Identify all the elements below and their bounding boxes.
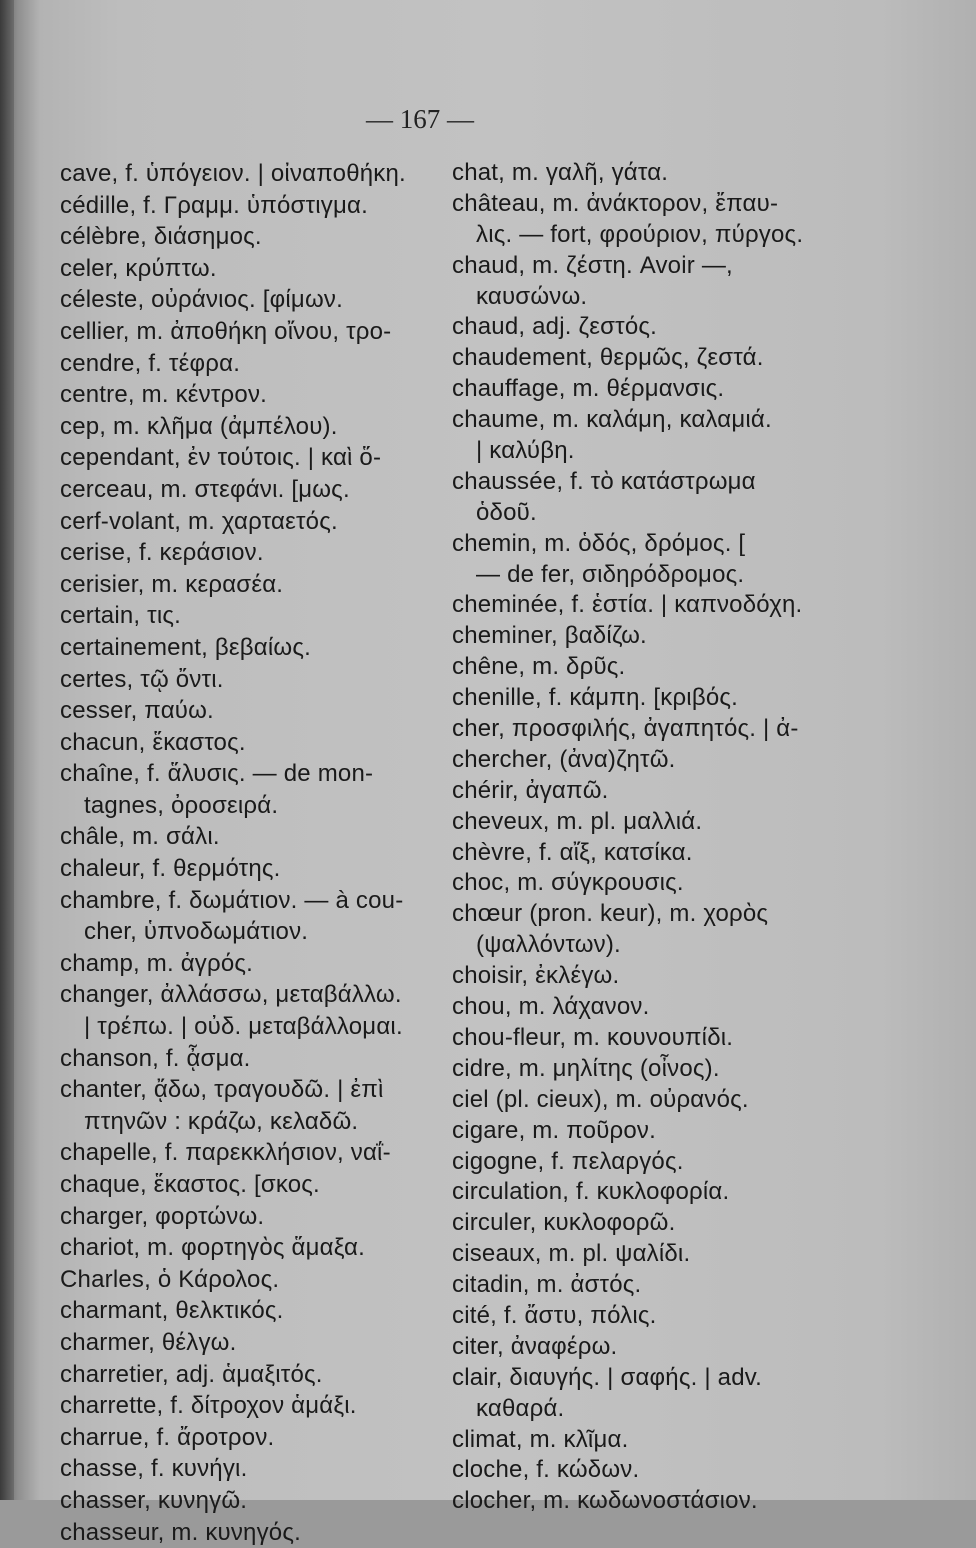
dictionary-entry: chaussée, f. τὸ κατάστρωμα: [452, 467, 756, 495]
dictionary-entry: chercher, (ἀνα)ζητῶ.: [452, 745, 676, 773]
dictionary-entry: chou, m. λάχανον.: [452, 993, 650, 1021]
dictionary-entry: chaque, ἕκαστος. [σκος.: [60, 1171, 320, 1198]
dictionary-entry: chêne, m. δρῦς.: [452, 653, 626, 681]
dictionary-entry: cependant, ἐν τούτοις. | καὶ ὅ-: [60, 444, 382, 472]
dictionary-entry: λις. — fort, φρούριον, πύργος.: [476, 220, 804, 248]
dictionary-entry: cerf-volant, m. χαρταετός.: [60, 507, 338, 535]
dictionary-entry: choc, m. σύγκρουσις.: [452, 869, 684, 897]
dictionary-entry: cellier, m. ἀποθήκη οἴνου, τρο-: [60, 317, 392, 345]
dictionary-entry: célèbre, διάσημος.: [60, 223, 262, 251]
dictionary-entry: chariot, m. φορτηγὸς ἅμαξα.: [60, 1234, 365, 1262]
dictionary-entry: cheveux, m. pl. μαλλιά.: [452, 807, 703, 835]
dictionary-entry: cerise, f. κεράσιον.: [60, 539, 264, 567]
dictionary-entry: (ψαλλόντων).: [476, 931, 621, 959]
dictionary-entry: ciseaux, m. pl. ψαλίδι.: [452, 1240, 691, 1268]
dictionary-entry: chauffage, m. θέρμανσις.: [452, 375, 725, 403]
dictionary-entry: cher, προσφιλής, ἀγαπητός. | ἀ-: [452, 715, 799, 743]
dictionary-entry: chœur (pron. keur), m. χορὸς: [452, 900, 769, 928]
dictionary-entry: certain, τις.: [60, 602, 182, 630]
dictionary-entry: cédille, f. Γραμμ. ὑπόστιγμα.: [60, 191, 368, 219]
dictionary-entry: πτηνῶν : κράζω, κελαδῶ.: [84, 1107, 359, 1135]
dictionary-entry: chacun, ἕκαστος.: [60, 728, 246, 756]
dictionary-entry: chaîne, f. ἅλυσις. — de mon-: [60, 760, 374, 788]
dictionary-entry: Charles, ὁ Κάρολος.: [60, 1265, 280, 1293]
dictionary-entry: circuler, κυκλοφορῶ.: [452, 1209, 676, 1237]
dictionary-entry: καυσώνω.: [476, 282, 588, 310]
dictionary-entry: chasser, κυνηγῶ.: [60, 1486, 248, 1514]
dictionary-entry: cigare, m. ποῦρον.: [452, 1116, 656, 1144]
dictionary-entry: chèvre, f. αἴξ, κατσίκα.: [452, 838, 693, 866]
dictionary-entry: clair, διαυγής. | σαφής. | adv.: [452, 1363, 763, 1391]
dictionary-entry: centre, m. κέντρον.: [60, 381, 268, 409]
dictionary-entry: chanson, f. ᾆσμα.: [60, 1044, 251, 1072]
dictionary-entry: chenille, f. κάμπη. [κριβός.: [452, 684, 739, 712]
dictionary-entry: celer, κρύπτω.: [60, 254, 217, 282]
dictionary-entry: chaudement, θερμῶς, ζεστά.: [452, 344, 764, 372]
dictionary-entry: charretier, adj. ἁμαξιτός.: [60, 1360, 323, 1388]
dictionary-entry: citadin, m. ἀστός.: [452, 1271, 642, 1299]
dictionary-entry: citer, ἀναφέρω.: [452, 1332, 618, 1360]
dictionary-entry: certainement, βεβαίως.: [60, 633, 311, 661]
dictionary-entry: chanter, ᾄδω, τραγουδῶ. | ἐπὶ: [60, 1076, 384, 1104]
dictionary-entry: chaud, m. ζέστη. Avoir —,: [452, 251, 733, 279]
dictionary-entry: cendre, f. τέφρα.: [60, 349, 241, 377]
dictionary-entry: chaume, m. καλάμη, καλαμιά.: [452, 406, 772, 434]
dictionary-entry: chemin, m. ὁδός, δρόμος. [: [452, 529, 746, 557]
page-number: — 167 —: [366, 104, 474, 134]
dictionary-entry: cité, f. ἄστυ, πόλις.: [452, 1301, 657, 1329]
dictionary-entry: chapelle, f. παρεκκλήσιον, ναΐ-: [60, 1139, 391, 1167]
dictionary-entry: charrue, f. ἄροτρον.: [60, 1423, 275, 1451]
dictionary-entry: chat, m. γαλῆ, γάτα.: [452, 159, 669, 186]
dictionary-entry: tagnes, ὀροσειρά.: [84, 791, 279, 819]
dictionary-entry: chaleur, f. θερμότης.: [60, 855, 281, 883]
dictionary-entry: ciel (pl. cieux), m. οὐρανός.: [452, 1085, 749, 1113]
dictionary-entry: ὁδοῦ.: [476, 498, 537, 526]
dictionary-entry: certes, τῷ ὄντι.: [60, 665, 224, 693]
right-column: [452, 158, 832, 1517]
dictionary-entry: cerceau, m. στεφάνι. [μως.: [60, 475, 350, 503]
dictionary-entry: cheminer, βαδίζω.: [452, 622, 647, 650]
dictionary-entry: καθαρά.: [476, 1394, 565, 1422]
dictionary-entry: cheminée, f. ἑστία. | καπνοδόχη.: [452, 591, 803, 619]
dictionary-entry: — de fer, σιδηρόδρομος.: [476, 560, 745, 588]
dictionary-entry: charmant, θελκτικός.: [60, 1297, 284, 1325]
dictionary-entry: chasseur, m. κυνηγός.: [60, 1518, 301, 1546]
dictionary-entry: cigogne, f. πελαργός.: [452, 1147, 684, 1175]
dictionary-entry: cave, f. ὑπόγειον. | οἰναποθήκη.: [60, 160, 406, 187]
dictionary-entry: cesser, παύω.: [60, 697, 214, 725]
dictionary-entry: climat, m. κλῖμα.: [452, 1425, 629, 1453]
dictionary-entry: circulation, f. κυκλοφορία.: [452, 1178, 730, 1206]
page-gutter: [0, 0, 14, 1500]
dictionary-entry: cloche, f. κώδων.: [452, 1456, 640, 1484]
dictionary-entry: changer, ἀλλάσσω, μεταβάλλω.: [60, 981, 402, 1009]
dictionary-entry: champ, m. ἀγρός.: [60, 949, 254, 977]
dictionary-entry: | τρέπω. | οὐδ. μεταβάλλομαι.: [84, 1013, 403, 1041]
dictionary-entry: cidre, m. μηλίτης (οἶνος).: [452, 1054, 720, 1082]
dictionary-entry: châle, m. σάλι.: [60, 823, 220, 851]
dictionary-entry: chou-fleur, m. κουνουπίδι.: [452, 1023, 734, 1051]
dictionary-entry: | καλύβη.: [476, 437, 575, 465]
dictionary-entry: charmer, θέλγω.: [60, 1328, 237, 1356]
dictionary-entry: chambre, f. δωμάτιον. — à cou-: [60, 886, 404, 914]
dictionary-entry: chérir, ἀγαπῶ.: [452, 776, 609, 804]
dictionary-entry: château, m. ἀνάκτορον, ἔπαυ-: [452, 189, 779, 217]
dictionary-entry: charrette, f. δίτροχον ἁμάξι.: [60, 1392, 357, 1420]
dictionary-entry: cher, ὑπνοδωμάτιον.: [84, 918, 309, 946]
dictionary-entry: cep, m. κλῆμα (ἀμπέλου).: [60, 412, 338, 440]
dictionary-entry: charger, φορτώνω.: [60, 1202, 265, 1230]
dictionary-entry: clocher, m. κωδωνοστάσιον.: [452, 1487, 758, 1515]
dictionary-entry: choisir, ἐκλέγω.: [452, 962, 620, 990]
dictionary-entry: chasse, f. κυνήγι.: [60, 1455, 248, 1483]
dictionary-entry: céleste, οὐράνιος. [φίμων.: [60, 286, 343, 314]
left-column: [60, 158, 442, 1548]
dictionary-entry: cerisier, m. κερασέα.: [60, 570, 284, 598]
dictionary-entry: chaud, adj. ζεστός.: [452, 313, 658, 341]
